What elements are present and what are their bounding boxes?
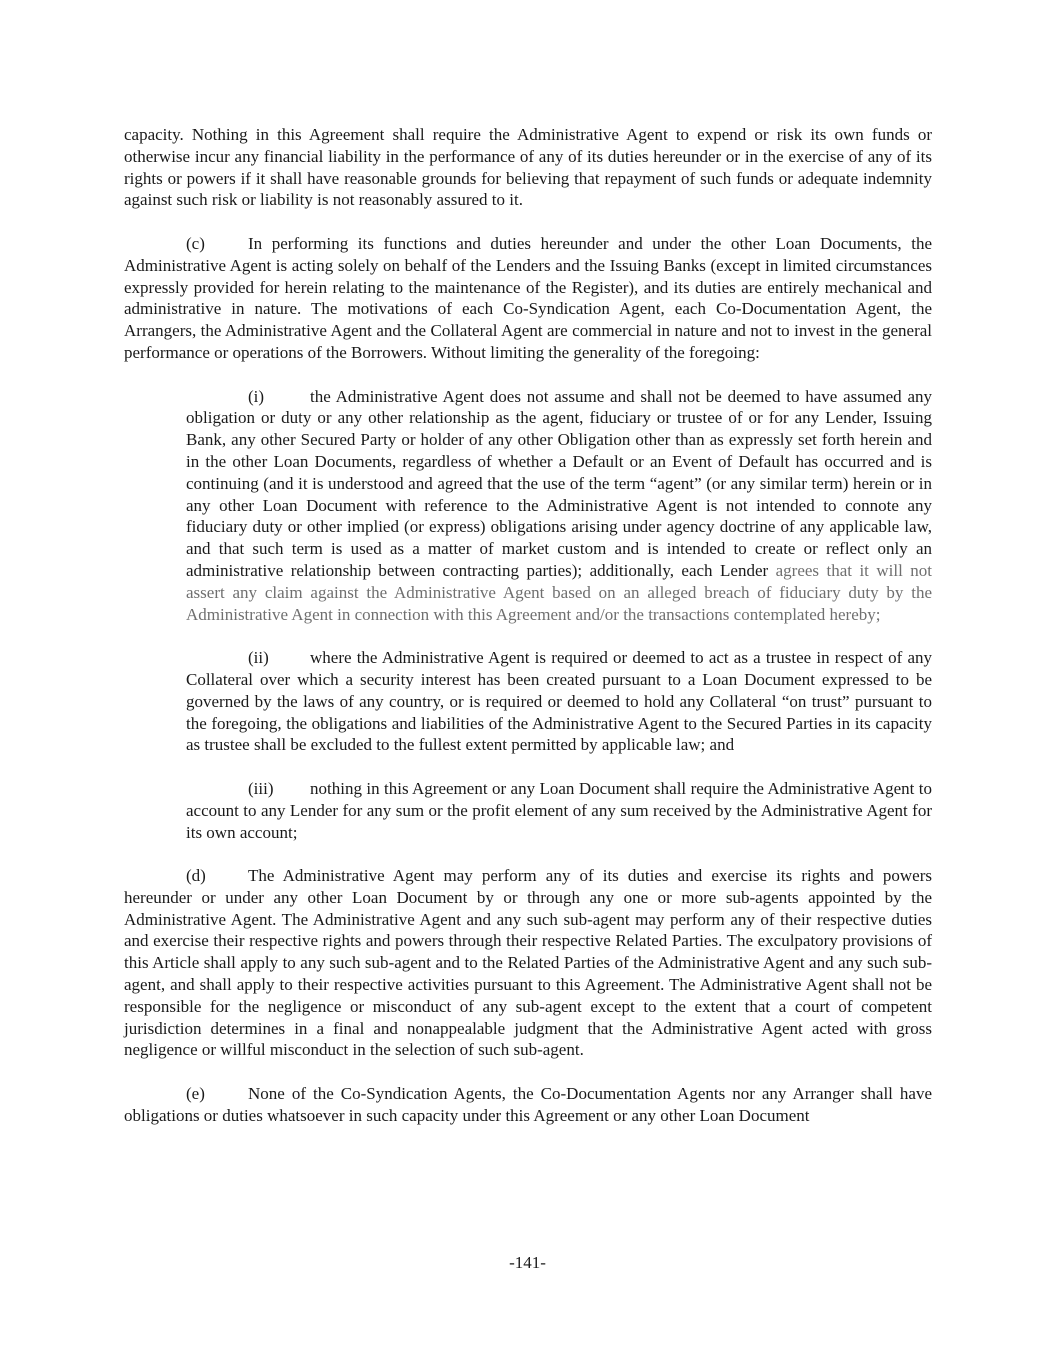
clause-c-ii: [186, 647, 932, 756]
clause-c-i-label: (i): [248, 386, 265, 406]
document-body: [124, 124, 932, 1127]
clause-c-i-text: the Administrative Agent does not assume and shall not be deemed to have assumed any obligation or duty or any other relationship as the agent, fiduciary or trustee of or for any Lender, Issuing Bank, any other Secured Party or holder of any other Obligation other than as expressly set forth herein and in the other Loan Documents, regardless of whether a Default or an Event of Default has occurred and is continuing (and it is understood and agreed that the use of the term “agent” (or any similar term) herein or in any other Loan Document with reference to the Administrative Agent is not intended to connote any fiduciary duty or other implied (or express) obligations arising under agency doctrine of any applicable law, and that such term is used as a matter of market custom and is intended to create or reflect only an administrative relationship between contracting parties); additionally, each Lender: [186, 386, 932, 580]
clause-c-iii: [186, 778, 932, 843]
clause-c-iii-label: (iii): [248, 778, 274, 798]
paragraph-c-label: (c): [186, 233, 205, 253]
clause-c-i: [186, 386, 932, 626]
clause-c-i-text-gray: agrees that it will not assert any claim against the Administrative Agent based on an alleged breach of fiduciary duty by the Administrative Agent in connection with this Agreement and/or the transactions contemplated hereby;: [186, 560, 932, 624]
clause-c-iii-text: nothing in this Agreement or any Loan Document shall require the Administrative Agent to account to any Lender for any sum or the profit element of any sum received by the Administrative Agent for its own account;: [186, 778, 932, 842]
paragraph-e-text: None of the Co-Syndication Agents, the Co-Documentation Agents nor any Arranger shall have obligations or duties whatsoever in such capacity under this Agreement or any other Loan Document: [124, 1084, 932, 1125]
page-number: -141-: [509, 1253, 546, 1272]
paragraph-c-text: In performing its functions and duties hereunder and under the other Loan Documents, the Administrative Agent is acting solely on behalf of the Lenders and the Issuing Banks (except in limited circumstances expressly provided for herein relating to the maintenance of the Register), and its duties are entirely mechanical and administrative in nature. The motivations of each Co-Syndication Agent, each Co-Documentation Agent, the Arrangers, the Administrative Agent and the Collateral Agent are commercial in nature and not to invest in the general performance or operations of the Borrowers. Without limiting the generality of the foregoing:: [124, 233, 932, 362]
paragraph-e-label: (e): [186, 1084, 205, 1104]
paragraph-d-label: (d): [186, 866, 206, 886]
paragraph-c: [124, 233, 932, 364]
clause-c-ii-label: (ii): [248, 648, 269, 668]
paragraph-intro: capacity. Nothing in this Agreement shall require the Administrative Agent to expend or risk its own funds or otherwise incur any financial liability in the performance of any of its duties hereunder or in the exercise of any of its rights or powers if it shall have reasonable grounds for believing that repayment of such funds or adequate indemnity against such risk or liability is not reasonably assured to it.: [124, 125, 932, 210]
paragraph-d-text: The Administrative Agent may perform any of its duties and exercise its rights and powers hereunder or under any other Loan Document by or through any one or more sub-agents appointed by the Administrative Agent. The Administrative Agent and any such sub-agent may perform any of their respective duties and exercise their respective rights and powers through their respective Related Parties. The exculpatory provisions of this Article shall apply to any such sub-agent and to the Related Parties of the Administrative Agent and any such sub-agent, and shall apply to their respective activities pursuant to this Agreement. The Administrative Agent shall not be responsible for the negligence or misconduct of any sub-agent except to the extent that a court of competent jurisdiction determines in a final and nonappealable judgment that the Administrative Agent acted with gross negligence or willful misconduct in the selection of such sub-agent.: [124, 866, 932, 1060]
clause-c-ii-text: where the Administrative Agent is required or deemed to act as a trustee in respect of any Collateral over which a security interest has been created pursuant to a Loan Document expressed to be governed by the laws of any country, or is required or deemed to hold any Collateral “on trust” pursuant to the foregoing, the obligations and liabilities of the Administrative Agent to the Secured Parties in its capacity as trustee shall be excluded to the fullest extent permitted by applicable law; and: [186, 648, 932, 755]
paragraph-e: [124, 1083, 932, 1127]
paragraph-d: [124, 865, 932, 1061]
